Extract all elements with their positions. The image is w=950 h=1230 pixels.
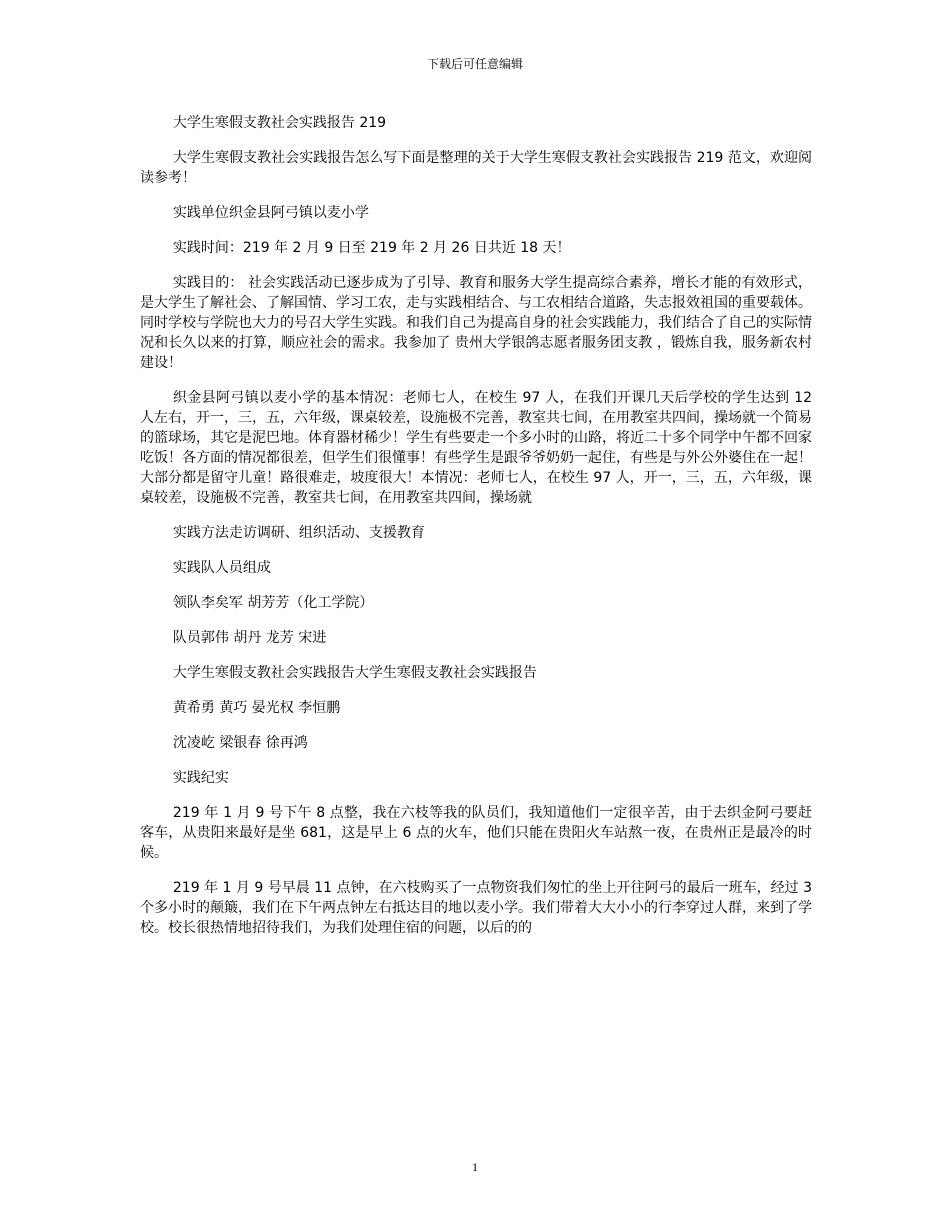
team-members-2: 黄希勇 黄巧 晏光权 李恒鹏	[172, 700, 341, 716]
practice-time: 实践时间：219 年 2 月 9 日至 219 年 2 月 26 日共近 18 天！	[172, 240, 571, 256]
school-situation: 织金县阿弓镇以麦小学的基本情况：老师七人，在校生 97 人，在我们开课几天后学校的学生达到 12 人左右，开一，三，五，六年级，课桌较差，设施极不完善，教室共七间，在用教室共四间，操场就一个简易的篮球场，其它是泥巴地。体育器材稀少！学生有些要走一个多小时的山路，将近二十多个同学中午都不回家吃饭！各方面的情况都很差，但学生们很懂事！有些学生是跟爷爷奶奶一起住，有些是与外公外婆住在一起！大部分都是留守儿童！路很难走，坡度很大！本情况：老师七人，在校生 97 人，开一，三，五，六年级，课桌较差，设施极不完善，教室共七间，在用教室共四间，操场就	[140, 390, 812, 506]
team-composition-heading: 实践队人员组成	[172, 560, 271, 576]
practice-method: 实践方法走访调研、组织活动、支援教育	[172, 525, 425, 541]
page-number: 1	[472, 1160, 478, 1174]
record-paragraph-2: 219 年 1 月 9 号早晨 11 点钟，在六枝购买了一点物资我们匆忙的坐上开往阿弓的最后一班车，经过 3 个多小时的颠簸，我们在下午两点钟左右抵达目的地以麦小学。我们带着大大小小的行李穿过人群，来到了学校。校长很热情地招待我们，为我们处理住宿的问题，以后的的	[140, 880, 812, 936]
team-members-3: 沈凌屹 梁银春 徐再鸿	[172, 735, 308, 751]
record-heading: 实践纪实	[172, 770, 229, 786]
team-members-1: 队员郭伟 胡丹 龙芳 宋进	[172, 630, 327, 646]
practice-unit: 实践单位织金县阿弓镇以麦小学	[172, 205, 369, 221]
team-leaders: 领队李矣军 胡芳芳（化工学院）	[172, 595, 374, 611]
document-body	[140, 113, 812, 953]
repeated-title-line: 大学生寒假支教社会实践报告大学生寒假支教社会实践报告	[172, 665, 537, 681]
record-paragraph-1: 219 年 1 月 9 号下午 8 点整，我在六枝等我的队员们，我知道他们一定很辛苦，由于去织金阿弓要赶客车，从贵阳来最好是坐 681，这是早上 6 点的火车，他们只能在贵阳火车站熬一夜，在贵州正是最冷的时候。	[140, 805, 812, 861]
report-title: 大学生寒假支教社会实践报告 219	[172, 115, 387, 131]
practice-purpose: 实践目的： 社会实践活动已逐步成为了引导、教育和服务大学生提高综合素养，增长才能的有效形式，是大学生了解社会、了解国情、学习工农，走与实践相结合、与工农相结合道路，失志报效祖国的重要载体。同时学校与学院也大力的号召大学生实践。和我们自己为提高自身的社会实践能力，我们结合了自己的实际情况和长久以来的打算，顺应社会的需求。我参加了 贵州大学银鸽志愿者服务团支教 ，锻炼自我，服务新农村建设！	[140, 275, 812, 371]
intro-paragraph: 大学生寒假支教社会实践报告怎么写下面是整理的关于大学生寒假支教社会实践报告 219 范文，欢迎阅读参考！	[140, 150, 812, 186]
page-header-note: 下载后可任意编辑	[426, 57, 523, 71]
